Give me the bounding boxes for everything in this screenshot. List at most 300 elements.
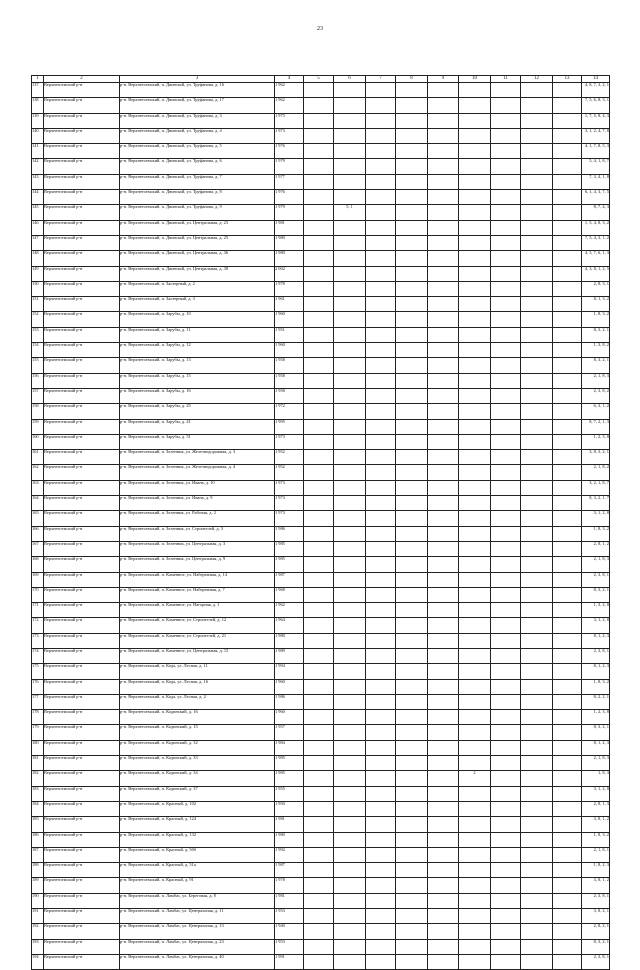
row-number: 172 xyxy=(32,618,44,633)
code-cell: 2, 3, 8, 1 xyxy=(582,648,610,663)
col9-cell xyxy=(428,373,459,388)
col5-cell xyxy=(304,113,334,128)
col9-cell xyxy=(428,801,459,816)
table-row xyxy=(32,159,610,174)
col6-cell xyxy=(334,633,366,648)
col10-cell xyxy=(459,480,491,495)
row-number: 138 xyxy=(32,98,44,113)
col6-cell xyxy=(334,144,366,159)
col9-cell xyxy=(428,419,459,434)
col8-cell xyxy=(396,281,428,296)
address-cell: р-н. Верхнетоемский, п. Ламбас, ул. Центральная, д. 40 xyxy=(120,954,275,969)
col5-cell xyxy=(304,572,334,587)
col7-cell xyxy=(366,190,396,205)
table-row xyxy=(32,419,610,434)
table-row xyxy=(32,939,610,954)
col10-cell xyxy=(459,909,491,924)
col6-cell xyxy=(334,909,366,924)
col10-cell xyxy=(459,450,491,465)
row-number: 159 xyxy=(32,419,44,434)
col12-cell xyxy=(521,373,553,388)
table-row xyxy=(32,98,610,113)
table-row xyxy=(32,954,610,969)
col8-cell xyxy=(396,909,428,924)
district-cell: Верхнетоемский р-н xyxy=(44,740,120,755)
col12-cell xyxy=(521,144,553,159)
district-cell: Верхнетоемский р-н xyxy=(44,771,120,786)
col13-cell xyxy=(553,327,582,342)
col8-cell xyxy=(396,358,428,373)
row-number: 194 xyxy=(32,954,44,969)
col10-cell xyxy=(459,281,491,296)
district-cell: Верхнетоемский р-н xyxy=(44,786,120,801)
col7-cell xyxy=(366,648,396,663)
row-number: 137 xyxy=(32,83,44,98)
code-cell: 2, 8, 2, 1 xyxy=(582,924,610,939)
col7-cell xyxy=(366,939,396,954)
year-cell: 1 981 xyxy=(275,817,304,832)
address-cell: р-н. Верхнетоемский, п. Двинской, ул. Труфанова, д. 3 xyxy=(120,113,275,128)
col12-cell xyxy=(521,679,553,694)
table-row xyxy=(32,450,610,465)
col11-cell xyxy=(491,863,521,878)
col9-cell xyxy=(428,679,459,694)
col5-cell xyxy=(304,266,334,281)
address-cell: р-н. Верхнетоемский, п. Зеленник, ул. Центральная, д. 3 xyxy=(120,541,275,556)
row-number: 144 xyxy=(32,190,44,205)
table-row xyxy=(32,465,610,480)
code-cell: 1, 3, 8, 2 xyxy=(582,343,610,358)
column-header-3: 3 xyxy=(120,76,275,83)
col10-cell xyxy=(459,128,491,143)
column-header-10: 10 xyxy=(459,76,491,83)
col5-cell xyxy=(304,251,334,266)
row-number: 152 xyxy=(32,312,44,327)
col6-cell xyxy=(334,159,366,174)
col13-cell xyxy=(553,725,582,740)
table-row xyxy=(32,297,610,312)
district-cell: Верхнетоемский р-н xyxy=(44,756,120,771)
column-header-13: 13 xyxy=(553,76,582,83)
address-cell: р-н. Верхнетоемский, п. Красный, д. 51а xyxy=(120,863,275,878)
col9-cell xyxy=(428,541,459,556)
col13-cell xyxy=(553,266,582,281)
col5-cell xyxy=(304,312,334,327)
col13-cell xyxy=(553,419,582,434)
col6-cell xyxy=(334,817,366,832)
row-number: 187 xyxy=(32,847,44,862)
col11-cell xyxy=(491,939,521,954)
col10-cell xyxy=(459,190,491,205)
address-cell: р-н. Верхнетоемский, п. Двинской, ул. Труфанова, д. 9 xyxy=(120,205,275,220)
col12-cell xyxy=(521,235,553,250)
year-cell: 1 960 xyxy=(275,679,304,694)
year-cell: 1 953 xyxy=(275,909,304,924)
table-row xyxy=(32,235,610,250)
col8-cell xyxy=(396,694,428,709)
col7-cell xyxy=(366,756,396,771)
col12-cell xyxy=(521,190,553,205)
col6-cell xyxy=(334,740,366,755)
address-cell: р-н. Верхнетоемский, п. Двинской, ул. Труфанова, д. 4 xyxy=(120,128,275,143)
col13-cell xyxy=(553,404,582,419)
col10-cell xyxy=(459,312,491,327)
col7-cell xyxy=(366,893,396,908)
col7-cell xyxy=(366,710,396,725)
col13-cell xyxy=(553,496,582,511)
col5-cell xyxy=(304,434,334,449)
col9-cell xyxy=(428,98,459,113)
col12-cell xyxy=(521,618,553,633)
code-cell: 7, 5, 6, 8, 3, 1 xyxy=(582,98,610,113)
col12-cell xyxy=(521,603,553,618)
col9-cell xyxy=(428,297,459,312)
col9-cell xyxy=(428,633,459,648)
col5-cell xyxy=(304,327,334,342)
code-cell: 2, 1, 8, 3 xyxy=(582,557,610,572)
col6-cell xyxy=(334,128,366,143)
address-cell: р-н. Верхнетоемский, п. Ламбас, ул. Центральная, д. 13 xyxy=(120,924,275,939)
code-cell: 3, 1, 2, 4, 7, 8 xyxy=(582,128,610,143)
column-header-1: 1 xyxy=(32,76,44,83)
col7-cell xyxy=(366,694,396,709)
address-cell: р-н. Верхнетоемский, п. Зарубы, д. 51 xyxy=(120,434,275,449)
col10-cell xyxy=(459,159,491,174)
col12-cell xyxy=(521,281,553,296)
address-cell: р-н. Верхнетоемский, п. Кодинский, д. 15 xyxy=(120,725,275,740)
col11-cell xyxy=(491,725,521,740)
col7-cell xyxy=(366,679,396,694)
col5-cell xyxy=(304,98,334,113)
district-cell: Верхнетоемский р-н xyxy=(44,297,120,312)
col13-cell xyxy=(553,98,582,113)
col5-cell xyxy=(304,679,334,694)
col7-cell xyxy=(366,725,396,740)
address-cell: р-н. Верхнетоемский, п. Зеленник, ул. Железнодорожная, д. 4 xyxy=(120,465,275,480)
column-header-7: 7 xyxy=(366,76,396,83)
address-cell: р-н. Верхнетоемский, п. Зеленник, ул. Железнодорожная, д. 3 xyxy=(120,450,275,465)
col5-cell xyxy=(304,863,334,878)
row-number: 173 xyxy=(32,633,44,648)
col13-cell xyxy=(553,190,582,205)
col5-cell xyxy=(304,694,334,709)
col7-cell xyxy=(366,327,396,342)
address-cell: р-н. Верхнетоемский, п. Кода, ул. Лесная, д. 16 xyxy=(120,679,275,694)
address-cell: р-н. Верхнетоемский, п. Двинской, ул. Труфанова, д. 8 xyxy=(120,190,275,205)
table-row xyxy=(32,434,610,449)
col7-cell xyxy=(366,740,396,755)
row-number: 156 xyxy=(32,373,44,388)
col6-cell xyxy=(334,83,366,98)
col10-cell xyxy=(459,113,491,128)
table-row xyxy=(32,740,610,755)
table-row xyxy=(32,756,610,771)
col9-cell xyxy=(428,496,459,511)
col7-cell xyxy=(366,388,396,403)
col5-cell xyxy=(304,404,334,419)
col12-cell xyxy=(521,526,553,541)
code-cell: 8, 3, 2, 1 xyxy=(582,358,610,373)
address-cell: р-н. Верхнетоемский, п. Каменное, ул. Строителей, д. 12 xyxy=(120,618,275,633)
col6-cell xyxy=(334,587,366,602)
col8-cell xyxy=(396,190,428,205)
year-cell: 1 952 xyxy=(275,450,304,465)
col6-cell xyxy=(334,281,366,296)
year-cell: 1 973 xyxy=(275,128,304,143)
code-cell: 3, 1, 2, 8 xyxy=(582,618,610,633)
col13-cell xyxy=(553,358,582,373)
col11-cell xyxy=(491,511,521,526)
code-cell: 4, 8, 7, 3, 2, 1 xyxy=(582,83,610,98)
col6-cell xyxy=(334,648,366,663)
col8-cell xyxy=(396,863,428,878)
col6-cell xyxy=(334,863,366,878)
col12-cell xyxy=(521,694,553,709)
district-cell: Верхнетоемский р-н xyxy=(44,113,120,128)
col5-cell xyxy=(304,847,334,862)
code-cell: 2, 1, 8, 2 xyxy=(582,465,610,480)
col5-cell xyxy=(304,159,334,174)
code-cell: 8, 3, 2, 1 xyxy=(582,939,610,954)
col9-cell xyxy=(428,863,459,878)
row-number: 155 xyxy=(32,358,44,373)
col13-cell xyxy=(553,450,582,465)
address-cell: р-н. Верхнетоемский, п. Зарубы, д. 25 xyxy=(120,404,275,419)
col9-cell xyxy=(428,587,459,602)
col10-cell xyxy=(459,756,491,771)
col12-cell xyxy=(521,664,553,679)
district-cell: Верхнетоемский р-н xyxy=(44,128,120,143)
col5-cell xyxy=(304,144,334,159)
address-cell: р-н. Верхнетоемский, п. Кодинский, д. 34 xyxy=(120,771,275,786)
col13-cell xyxy=(553,832,582,847)
col10-cell xyxy=(459,633,491,648)
district-cell: Верхнетоемский р-н xyxy=(44,312,120,327)
col8-cell xyxy=(396,725,428,740)
col11-cell xyxy=(491,327,521,342)
col7-cell xyxy=(366,251,396,266)
col13-cell xyxy=(553,144,582,159)
col10-cell xyxy=(459,266,491,281)
col13-cell xyxy=(553,235,582,250)
col7-cell xyxy=(366,817,396,832)
col10-cell xyxy=(459,205,491,220)
table-row xyxy=(32,541,610,556)
col7-cell xyxy=(366,587,396,602)
col11-cell xyxy=(491,541,521,556)
col9-cell xyxy=(428,266,459,281)
row-number: 183 xyxy=(32,786,44,801)
col13-cell xyxy=(553,557,582,572)
col7-cell xyxy=(366,297,396,312)
col11-cell xyxy=(491,235,521,250)
col12-cell xyxy=(521,587,553,602)
column-header-6: 6 xyxy=(334,76,366,83)
year-cell: 1 977 xyxy=(275,174,304,189)
col6-cell xyxy=(334,465,366,480)
district-cell: Верхнетоемский р-н xyxy=(44,572,120,587)
year-cell: 1 975 xyxy=(275,113,304,128)
district-cell: Верхнетоемский р-н xyxy=(44,694,120,709)
col13-cell xyxy=(553,694,582,709)
table-row xyxy=(32,190,610,205)
col13-cell xyxy=(553,954,582,969)
code-cell: 8, 3, 2, 1 xyxy=(582,587,610,602)
year-cell: 1 979 xyxy=(275,159,304,174)
col13-cell xyxy=(553,297,582,312)
row-number: 146 xyxy=(32,220,44,235)
col9-cell xyxy=(428,526,459,541)
col6-cell xyxy=(334,480,366,495)
table-row xyxy=(32,786,610,801)
district-cell: Верхнетоемский р-н xyxy=(44,496,120,511)
col13-cell xyxy=(553,786,582,801)
col6-cell xyxy=(334,603,366,618)
col9-cell xyxy=(428,144,459,159)
col11-cell xyxy=(491,434,521,449)
table-row xyxy=(32,404,610,419)
col12-cell xyxy=(521,572,553,587)
address-cell: р-н. Верхнетоемский, п. Зарубы, д. 41 xyxy=(120,419,275,434)
col7-cell xyxy=(366,863,396,878)
col7-cell xyxy=(366,373,396,388)
col10-cell xyxy=(459,541,491,556)
col6-cell xyxy=(334,358,366,373)
code-cell: 8, 1, 2, 3 xyxy=(582,633,610,648)
col8-cell xyxy=(396,847,428,862)
col13-cell xyxy=(553,648,582,663)
table-row xyxy=(32,817,610,832)
address-cell: р-н. Верхнетоемский, п. Кодинский, д. 37 xyxy=(120,786,275,801)
col8-cell xyxy=(396,480,428,495)
col12-cell xyxy=(521,878,553,893)
col13-cell xyxy=(553,128,582,143)
col11-cell xyxy=(491,388,521,403)
code-cell: 2, 1, 8, 3 xyxy=(582,756,610,771)
col9-cell xyxy=(428,832,459,847)
col11-cell xyxy=(491,954,521,969)
col9-cell xyxy=(428,954,459,969)
col8-cell xyxy=(396,526,428,541)
district-cell: Верхнетоемский р-н xyxy=(44,388,120,403)
year-cell: 1 978 xyxy=(275,281,304,296)
col7-cell xyxy=(366,572,396,587)
col13-cell xyxy=(553,909,582,924)
col12-cell xyxy=(521,541,553,556)
col13-cell xyxy=(553,801,582,816)
year-cell: 1 957 xyxy=(275,725,304,740)
col12-cell xyxy=(521,893,553,908)
column-header-12: 12 xyxy=(521,76,553,83)
row-number: 164 xyxy=(32,496,44,511)
col13-cell xyxy=(553,511,582,526)
col13-cell xyxy=(553,863,582,878)
district-cell: Верхнетоемский р-н xyxy=(44,648,120,663)
col7-cell xyxy=(366,557,396,572)
col12-cell xyxy=(521,710,553,725)
col6-cell xyxy=(334,847,366,862)
col10-cell xyxy=(459,373,491,388)
col8-cell xyxy=(396,832,428,847)
col13-cell xyxy=(553,526,582,541)
col13-cell xyxy=(553,771,582,786)
col9-cell xyxy=(428,939,459,954)
col6-cell xyxy=(334,572,366,587)
row-number: 140 xyxy=(32,128,44,143)
col7-cell xyxy=(366,878,396,893)
district-cell: Верхнетоемский р-н xyxy=(44,939,120,954)
col9-cell xyxy=(428,725,459,740)
code-cell: 2, 3, 8, 2 xyxy=(582,388,610,403)
district-cell: Верхнетоемский р-н xyxy=(44,541,120,556)
district-cell: Верхнетоемский р-н xyxy=(44,664,120,679)
col5-cell xyxy=(304,725,334,740)
code-cell: 2, 8, 1, 2 xyxy=(582,541,610,556)
code-cell: 5, 4, 1, 8, 7 xyxy=(582,159,610,174)
code-cell: 2, 8, 3, 1 xyxy=(582,281,610,296)
address-cell: р-н. Верхнетоемский, п. Двинской, ул. Труфанова, д. 6 xyxy=(120,159,275,174)
col5-cell xyxy=(304,801,334,816)
col13-cell xyxy=(553,220,582,235)
district-cell: Верхнетоемский р-н xyxy=(44,725,120,740)
col6-cell xyxy=(334,954,366,969)
year-cell: 2 002 xyxy=(275,266,304,281)
district-cell: Верхнетоемский р-н xyxy=(44,679,120,694)
col11-cell xyxy=(491,603,521,618)
district-cell: Верхнетоемский р-н xyxy=(44,801,120,816)
table-row xyxy=(32,618,610,633)
row-number: 193 xyxy=(32,939,44,954)
col8-cell xyxy=(396,144,428,159)
code-cell: 3, 8, 2, 1 xyxy=(582,909,610,924)
row-number: 165 xyxy=(32,511,44,526)
district-cell: Верхнетоемский р-н xyxy=(44,924,120,939)
col13-cell xyxy=(553,205,582,220)
col10-cell xyxy=(459,235,491,250)
row-number: 177 xyxy=(32,694,44,709)
col7-cell xyxy=(366,954,396,969)
col6-cell xyxy=(334,312,366,327)
col10-cell xyxy=(459,664,491,679)
col7-cell xyxy=(366,465,396,480)
address-cell: р-н. Верхнетоемский, п. Ламбас, ул. Центральная, д. 11 xyxy=(120,909,275,924)
col7-cell xyxy=(366,281,396,296)
year-cell: 1 976 xyxy=(275,190,304,205)
district-cell: Верхнетоемский р-н xyxy=(44,343,120,358)
year-cell: 1 991 xyxy=(275,954,304,969)
col7-cell xyxy=(366,480,396,495)
col8-cell xyxy=(396,205,428,220)
table-row xyxy=(32,526,610,541)
col13-cell xyxy=(553,541,582,556)
code-cell: 7, 5, 4, 3, 1, 2 xyxy=(582,235,610,250)
table-row xyxy=(32,174,610,189)
col8-cell xyxy=(396,159,428,174)
year-cell: 1 961 xyxy=(275,297,304,312)
district-cell: Верхнетоемский р-н xyxy=(44,358,120,373)
col9-cell xyxy=(428,465,459,480)
col10-cell xyxy=(459,557,491,572)
col5-cell xyxy=(304,939,334,954)
col5-cell xyxy=(304,235,334,250)
address-cell: р-н. Верхнетоемский, п. Зарубы, д. 11 xyxy=(120,327,275,342)
col12-cell xyxy=(521,205,553,220)
col13-cell xyxy=(553,939,582,954)
col11-cell xyxy=(491,679,521,694)
col8-cell xyxy=(396,388,428,403)
col7-cell xyxy=(366,541,396,556)
row-number: 171 xyxy=(32,603,44,618)
